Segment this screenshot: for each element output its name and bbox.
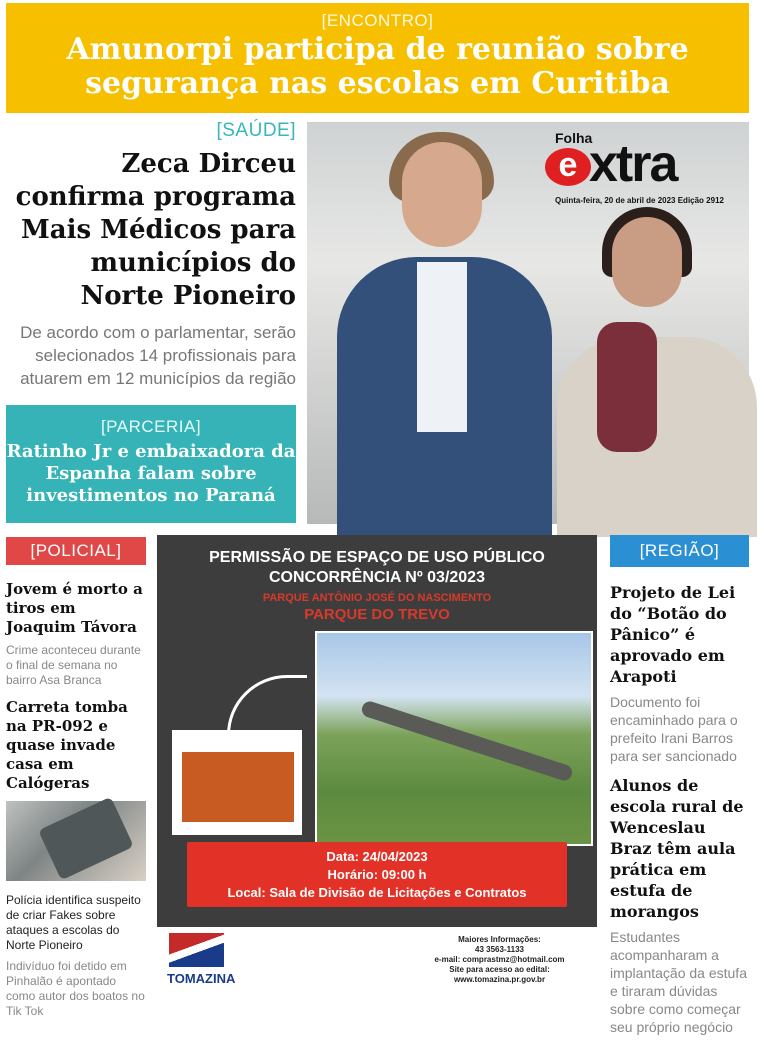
ad-footer	[157, 927, 597, 997]
photo-man-face	[402, 142, 482, 247]
park-path	[360, 699, 574, 782]
masthead-xtra: xtra	[589, 135, 677, 193]
regiao-story1-summary: Documento foi encaminhado para o prefeito Irani Barros para ser sancionado	[610, 694, 738, 764]
photo-woman-coat	[557, 337, 757, 537]
ad-park-photo	[315, 631, 593, 846]
section-tag-regiao: [REGIÃO]	[610, 535, 749, 567]
top-banner[interactable]	[6, 3, 749, 113]
masthead-folha: Folha	[555, 130, 593, 146]
truck-shape	[38, 797, 134, 881]
banner-headline[interactable]	[6, 33, 749, 101]
parceria-headline[interactable]: Ratinho Jr e embaixadora da Espanha falam sobre investimentos no Paraná	[6, 441, 296, 506]
section-tag-encontro: [ENCONTRO]	[321, 11, 434, 30]
ad-site-label: Site para acesso ao edital:	[449, 965, 550, 974]
banner-headline-line2: segurança nas escolas em Curitiba	[85, 66, 670, 101]
photo-woman-scarf	[597, 322, 657, 452]
ad-park-nickname: PARQUE DO TREVO	[304, 606, 450, 623]
photo-woman-face	[612, 217, 682, 307]
policial-story1-headline[interactable]: Jovem é morto a tiros em Joaquim Távora	[6, 580, 143, 636]
saude-summary: De acordo com o parlamentar, serão selecionados 14 profissionais para atuarem em 12 municípios da região	[20, 323, 296, 388]
ad-info-title: Maiores Informações:	[458, 935, 541, 944]
section-tag-policial: [POLICIAL]	[6, 537, 146, 565]
ad-contact-info	[407, 935, 592, 985]
policial-story1-summary: Crime aconteceu durante o final de semana no bairro Asa Branca	[6, 643, 141, 687]
tomazina-flag-icon	[169, 933, 224, 967]
ad-details-box	[187, 842, 567, 907]
tomazina-ad[interactable]	[157, 535, 597, 997]
ad-title-line1: PERMISSÃO DE ESPAÇO DE USO PÚBLICO	[209, 549, 545, 566]
ad-title-line2: CONCORRÊNCIA Nº 03/2023	[269, 569, 485, 586]
ad-time: Horário: 09:00 h	[327, 867, 427, 882]
regiao-story2-headline[interactable]: Alunos de escola rural de Wenceslau Braz têm aula prática em estufa de morangos	[610, 776, 744, 921]
ad-site[interactable]: www.tomazina.pr.gov.br	[453, 975, 546, 984]
ad-phone: 43 3563-1133	[475, 945, 524, 954]
section-tag-saude: [SAÚDE]	[216, 120, 296, 141]
policial-story3-headline[interactable]: Polícia identifica suspeito de criar Fakes sobre ataques a escolas do Norte Pioneiro	[6, 893, 141, 952]
regiao-column	[610, 582, 749, 1046]
policial-story3-summary: Indivíduo foi detido em Pinhalão é apontado como autor dos boatos no Tik Tok	[6, 959, 145, 1018]
ad-brand: TOMAZINA	[167, 971, 236, 986]
edition-date: Quinta-feira, 20 de abril de 2023 Edição 2912	[555, 196, 724, 205]
ad-park-name: PARQUE ANTÔNIO JOSÉ DO NASCIMENTO	[262, 592, 492, 604]
masthead-e-logo-icon: e	[545, 148, 591, 186]
saude-headline[interactable]: Zeca Dirceu confirma programa Mais Médicos para municípios do Norte Pioneiro	[15, 149, 296, 311]
section-tag-parceria: [PARCERIA]	[100, 417, 202, 436]
parceria-article[interactable]	[6, 405, 296, 523]
regiao-story1-headline[interactable]: Projeto de Lei do “Botão do Pânico” é aprovado em Arapoti	[610, 583, 736, 686]
policial-column	[6, 580, 146, 1029]
container-box	[182, 752, 294, 822]
policial-story2-headline[interactable]: Carreta tomba na PR-092 e quase invade casa em Calógeras	[6, 698, 128, 792]
arrow-icon	[227, 675, 307, 735]
ad-email[interactable]: e-mail: comprastmz@hotmail.com	[434, 955, 565, 964]
masthead-logo[interactable]	[545, 130, 745, 210]
photo-man-shirt	[417, 262, 467, 432]
ad-date: Data: 24/04/2023	[326, 849, 428, 864]
saude-article[interactable]	[6, 120, 296, 400]
ad-place: Local: Sala de Divisão de Licitações e Contratos	[227, 885, 527, 900]
regiao-story2-summary: Estudantes acompanharam a implantação da estufa e tiraram dúvidas sobre como começar seu próprio negócio	[610, 929, 747, 1035]
banner-headline-line1: Amunorpi participa de reunião sobre	[66, 32, 689, 67]
truck-accident-photo[interactable]	[6, 801, 146, 881]
ad-container-photo	[172, 730, 302, 835]
